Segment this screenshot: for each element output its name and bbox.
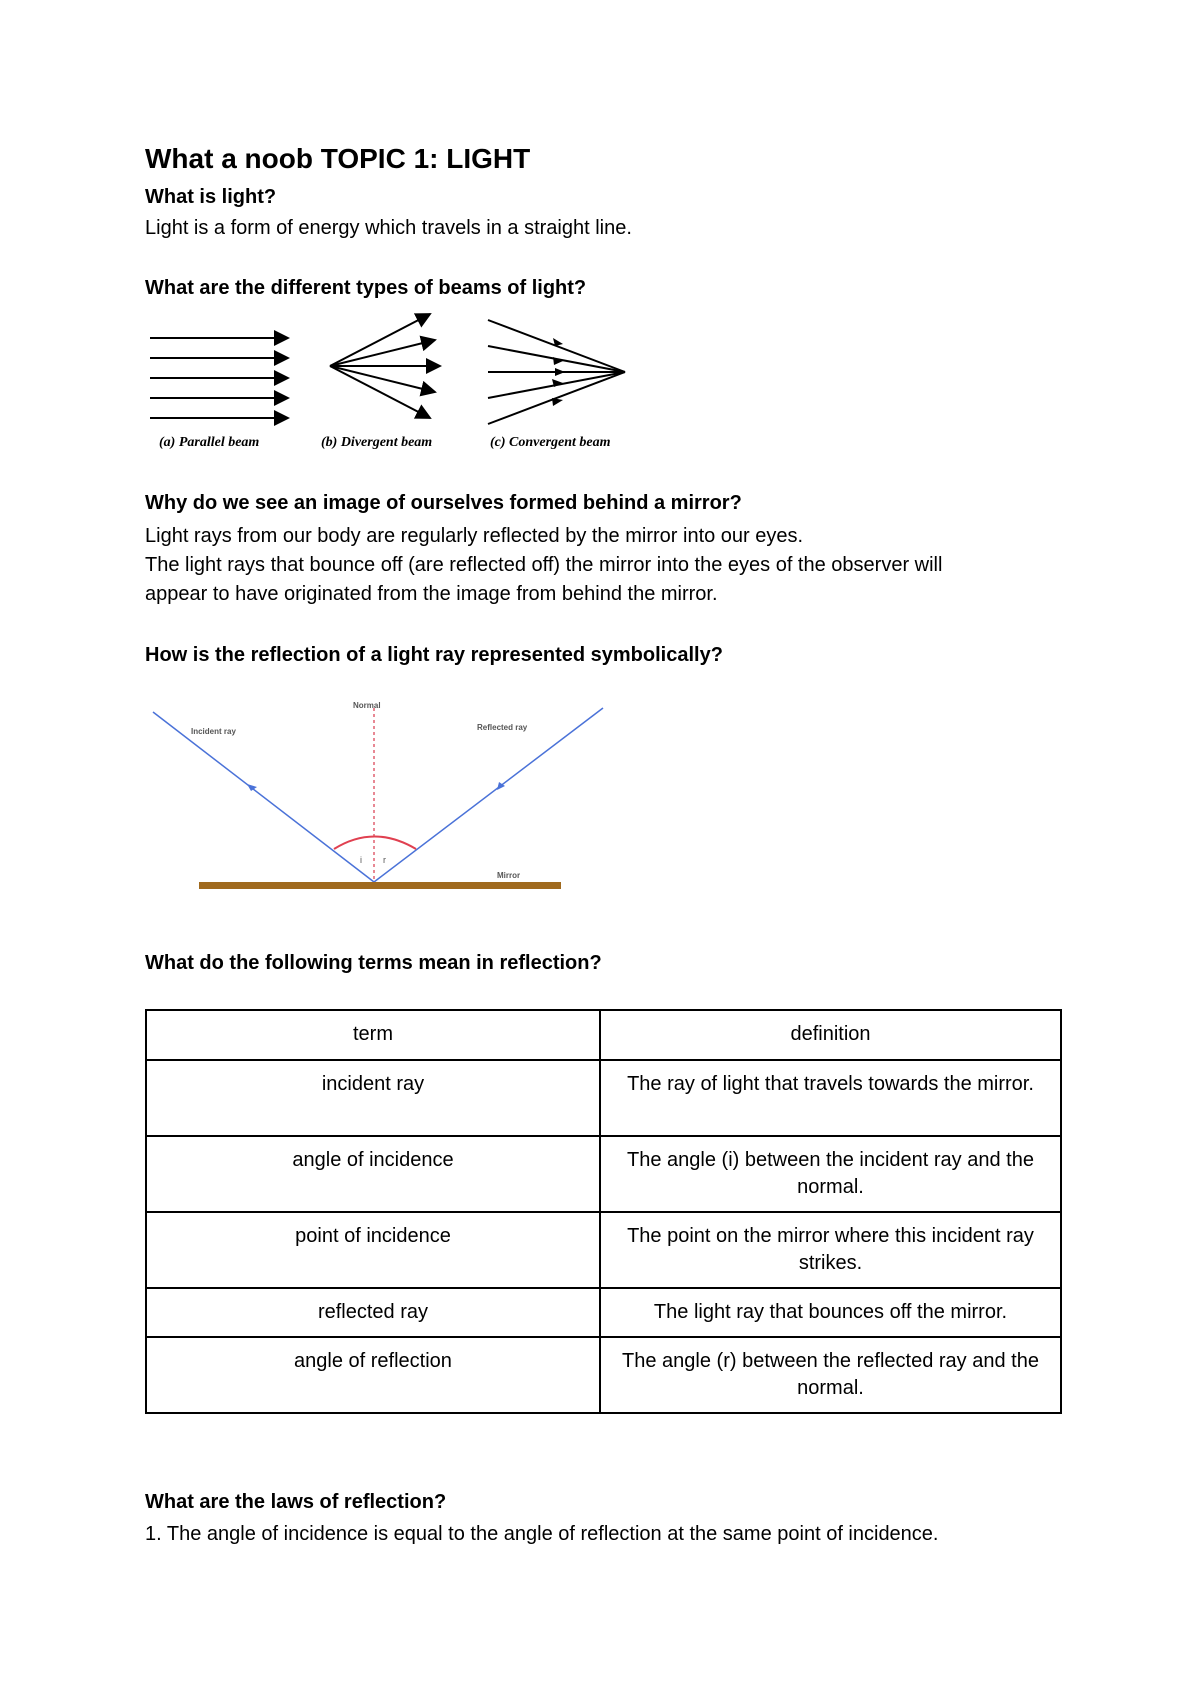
table-header-term: term <box>146 1010 600 1060</box>
convergent-beam-label: (c) Convergent beam <box>490 435 611 450</box>
question-symbolic-reflection: How is the reflection of a light ray represented symbolically? <box>145 644 723 666</box>
reflection-diagram <box>145 692 615 894</box>
angle-arc <box>334 837 416 850</box>
mirror-label: Mirror <box>497 871 521 880</box>
answer-mirror-image-line1: Light rays from our body are regularly reflected by the mirror into our eyes. <box>145 525 804 547</box>
divergent-beam-label: (b) Divergent beam <box>321 435 433 450</box>
answer-mirror-image-line2: The light rays that bounce off (are reflected off) the mirror into the eyes of the observer will <box>145 554 943 576</box>
table-cell-term: incident ray <box>146 1060 600 1136</box>
question-mirror-image: Why do we see an image of ourselves formed behind a mirror? <box>145 492 742 514</box>
parallel-beam-arrows <box>150 338 288 418</box>
normal-label: Normal <box>353 701 381 710</box>
table-cell-term: angle of incidence <box>146 1136 600 1212</box>
answer-what-is-light: Light is a form of energy which travels in a straight line. <box>145 217 632 239</box>
table-cell-definition: The ray of light that travels towards the mirror. <box>600 1060 1061 1136</box>
table-row <box>146 1060 1061 1136</box>
divergent-beam-arrows <box>330 314 440 418</box>
table-cell-term: reflected ray <box>146 1288 600 1337</box>
terms-table <box>145 1009 1062 1414</box>
table-cell-term: angle of reflection <box>146 1337 600 1413</box>
page-title: What a noob TOPIC 1: LIGHT <box>145 143 531 174</box>
table-row <box>146 1136 1061 1212</box>
incident-ray-label: Incident ray <box>191 727 236 736</box>
angle-i-label: i <box>360 855 362 865</box>
beam-types-diagram <box>145 304 645 454</box>
answer-mirror-image-line3: appear to have originated from the image from behind the mirror. <box>145 583 718 605</box>
question-what-is-light: What is light? <box>145 186 277 208</box>
question-beam-types: What are the different types of beams of light? <box>145 277 587 299</box>
table-cell-definition: The angle (i) between the incident ray and the normal. <box>600 1136 1061 1212</box>
question-terms: What do the following terms mean in reflection? <box>145 952 602 974</box>
table-cell-definition: The light ray that bounces off the mirror. <box>600 1288 1061 1337</box>
table-row <box>146 1288 1061 1337</box>
mirror <box>199 882 561 889</box>
table-header-row <box>146 1010 1061 1060</box>
reflected-ray-label: Reflected ray <box>477 723 528 732</box>
law-1: 1. The angle of incidence is equal to the angle of reflection at the same point of incidence. <box>145 1523 939 1545</box>
table-header-definition: definition <box>600 1010 1061 1060</box>
table-cell-definition: The point on the mirror where this incident ray strikes. <box>600 1212 1061 1288</box>
table-row <box>146 1337 1061 1413</box>
parallel-beam-label: (a) Parallel beam <box>159 435 260 450</box>
incident-ray <box>153 712 374 882</box>
table-cell-definition: The angle (r) between the reflected ray and the normal. <box>600 1337 1061 1413</box>
question-laws: What are the laws of reflection? <box>145 1491 447 1513</box>
table-cell-term: point of incidence <box>146 1212 600 1288</box>
table-row <box>146 1212 1061 1288</box>
angle-r-label: r <box>383 855 386 865</box>
reflected-ray <box>374 708 603 882</box>
